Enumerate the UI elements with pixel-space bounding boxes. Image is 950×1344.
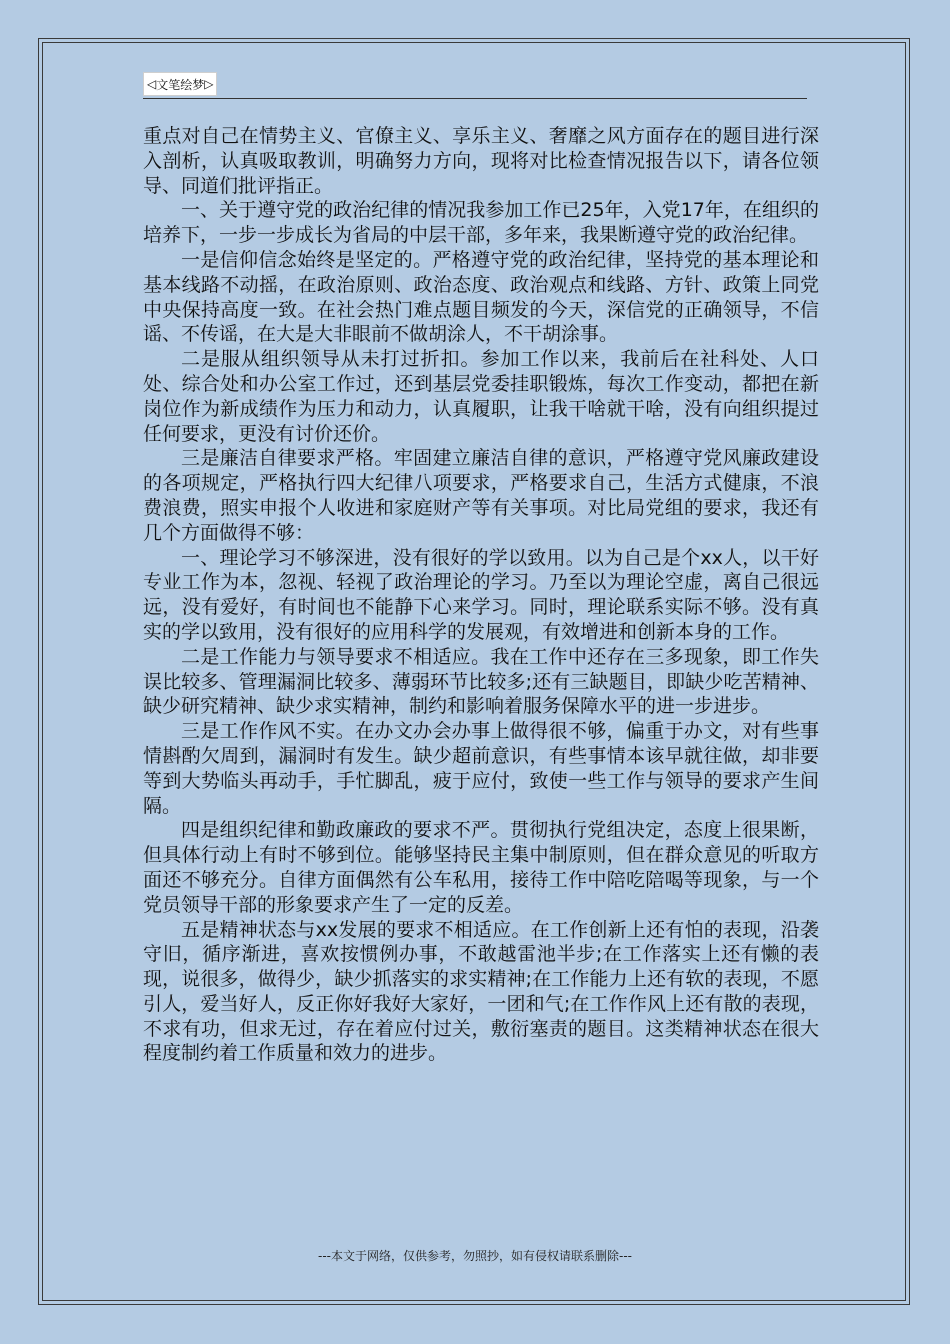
left-triangle-icon: ◁ (147, 77, 157, 91)
paragraph-section-1: 一、关于遵守党的政治纪律的情况我参加工作已25年，入党17年，在组织的培养下，一步一步成长为省局的中层干部，多年来，我果断遵守党的政治纪律。 (143, 199, 819, 247)
document-body (143, 124, 819, 1066)
paragraph-issue-5: 五是精神状态与xx发展的要求不相适应。在工作创新上还有怕的表现，沿袭守旧，循序渐进，喜欢按惯例办事，不敢越雷池半步;在工作落实上还有懒的表现，说很多，做得少，缺少抓落实的求实精神;在工作能力上还有软的表现，不愿引人，爱当好人，反正你好我好大家好，一团和气;在工作作风上还有散的表现，不求有功，但求无过，存在着应付过关，敷衍塞责的题目。这类精神状态在很大程度制约着工作质量和效力的进步。 (143, 918, 819, 1065)
paragraph-intro: 重点对自己在情势主义、官僚主义、享乐主义、奢靡之风方面存在的题目进行深入剖析，认真吸取教训，明确努力方向，现将对比检查情况报告以下，请各位领导、同道们批评指正。 (143, 125, 819, 197)
footer-disclaimer: ---本文于网络，仅供参考，勿照抄，如有侵权请联系删除--- (318, 1249, 632, 1263)
header-divider (143, 98, 807, 99)
paragraph-issue-1: 一、理论学习不够深进，没有很好的学以致用。以为自己是个xx人，以干好专业工作为本，忽视、轻视了政治理论的学习。乃至以为理论空虚，离自己很远远，没有爱好，有时间也不能静下心来学习。同时，理论联系实际不够。没有真实的学以致用，没有很好的应用科学的发展观，有效增进和创新本身的工作。 (143, 546, 819, 643)
paragraph-issue-4: 四是组织纪律和勤政廉政的要求不严。贯彻执行党组决定，态度上很果断，但具体行动上有时不够到位。能够坚持民主集中制原则，但在群众意见的听取方面还不够充分。自律方面偶然有公车私用，接待工作中陪吃陪喝等现象，与一个党员领导干部的形象要求产生了一定的反差。 (143, 819, 819, 916)
paragraph-point-1: 一是信仰信念始终是坚定的。严格遵守党的政治纪律，坚持党的基本理论和基本线路不动摇，在政治原则、政治态度、政治观点和线路、方针、政策上同党中央保持高度一致。在社会热门难点题目频发的今天，深信党的正确领导，不信谣、不传谣，在大是大非眼前不做胡涂人，不干胡涂事。 (143, 248, 819, 346)
header-title: 文笔绘梦 (156, 77, 205, 92)
paragraph-point-3: 三是廉洁自律要求严格。牢固建立廉洁自律的意识，严格遵守党风廉政建设的各项规定，严格执行四大纪律八项要求，严格要求自己，生活方式健康，不浪费浪费，照实申报个人收进和家庭财产等有关事项。对比局党组的要求，我还有几个方面做得不够： (143, 447, 819, 544)
document-header (143, 72, 217, 96)
right-triangle-icon: ▷ (204, 77, 214, 91)
paragraph-issue-3: 三是工作作风不实。在办文办会办事上做得很不够，偏重于办文，对有些事情斟酌欠周到，漏洞时有发生。缺少超前意识，有些事情本该早就往做，却非要等到大势临头再动手，手忙脚乱，疲于应付，致使一些工作与领导的要求产生间隔。 (143, 720, 819, 817)
paragraph-issue-2: 二是工作能力与领导要求不相适应。我在工作中还存在三多现象，即工作失误比较多、管理漏洞比较多、薄弱环节比较多;还有三缺题目，即缺少吃苦精神、缺少研究精神、缺少求实精神，制约和影响着服务保障水平的进一步进步。 (143, 645, 819, 718)
paragraph-point-2: 二是服从组织领导从未打过折扣。参加工作以来，我前后在社科处、人口处、综合处和办公室工作过，还到基层党委挂职锻炼，每次工作变动，都把在新岗位作为新成绩作为压力和动力，认真履职，让我干啥就干啥，没有向组织提过任何要求，更没有讨价还价。 (143, 348, 819, 445)
